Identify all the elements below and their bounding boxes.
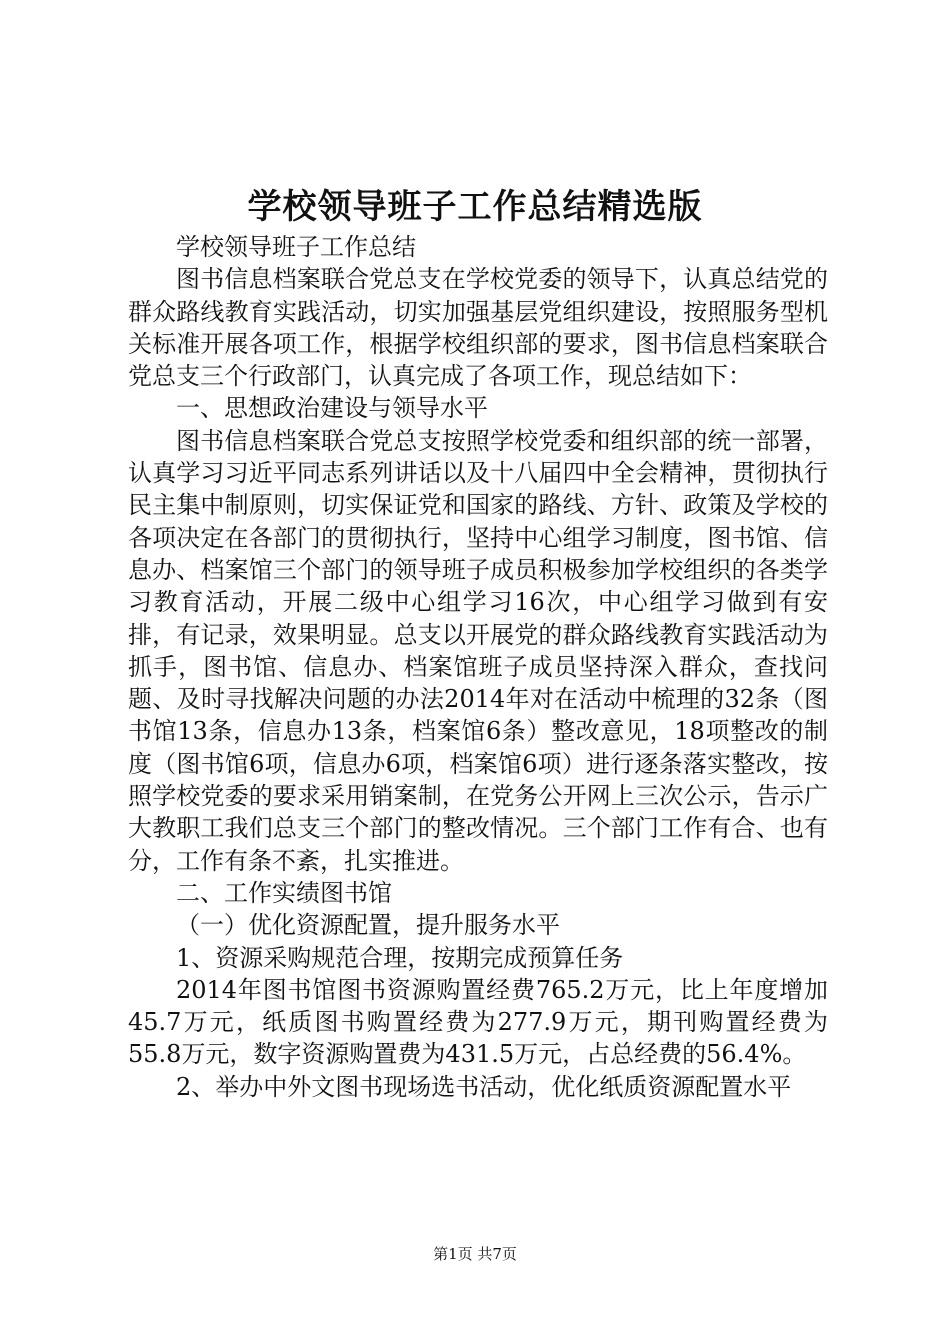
subsection-heading-resources: （一）优化资源配置，提升服务水平 bbox=[176, 911, 560, 940]
item-heading-book-selection: 2、举办中外文图书现场选书活动，优化纸质资源配置水平 bbox=[176, 1072, 792, 1101]
page-number-footer: 第1页 共7页 bbox=[433, 1245, 517, 1263]
section-heading-political: 一、思想政治建设与领导水平 bbox=[176, 394, 488, 423]
section-heading-achievements: 二、工作实绩图书馆 bbox=[176, 878, 392, 907]
body-paragraph-subtitle: 学校领导班子工作总结 bbox=[176, 233, 416, 261]
document-title: 学校领导班子工作总结精选版 bbox=[247, 187, 703, 227]
body-paragraph-intro: 图书信息档案联合党总支在学校党委的领导下，认真总结党的群众路线教育实践活动，切实加强基层党组织建设，按照服务型机关标准开展各项工作，根据学校组织部的要求，图书信息档案联合党总支三个行政部门，认真完成了各项工作，现总结如下： bbox=[128, 265, 828, 391]
item-heading-procurement: 1、资源采购规范合理，按期完成预算任务 bbox=[176, 943, 624, 972]
body-paragraph-funding: 2014年图书馆图书资源购置经费765.2万元，比上年度增加45.7万元，纸质图书购置经费为277.9万元，期刊购置经费为55.8万元，数字资源购置费为431.5万元，占总经费的56.4%。 bbox=[128, 975, 828, 1069]
document-body bbox=[128, 231, 828, 1103]
body-paragraph-political: 图书信息档案联合党总支按照学校党委和组织部的统一部署，认真学习习近平同志系列讲话以及十八届四中全会精神，贯彻执行民主集中制原则，切实保证党和国家的路线、方针、政策及学校的各项决定在各部门的贯彻执行，坚持中心组学习制度，图书馆、信息办、档案馆三个部门的领导班子成员积极参加学校组织的各类学习教育活动，开展二级中心组学习16次，中心组学习做到有安排，有记录，效果明显。总支以开展党的群众路线教育实践活动为抓手，图书馆、信息办、档案馆班子成员坚持深入群众，查找问题、及时寻找解决问题的办法2014年对在活动中梳理的32条（图书馆13条，信息办13条，档案馆6条）整改意见，18项整改的制度（图书馆6项，信息办6项，档案馆6项）进行逐条落实整改，按照学校党委的要求采用销案制，在党务公开网上三次公示，告示广大教职工我们总支三个部门的整改情况。三个部门工作有合、也有分，工作有条不紊，扎实推进。 bbox=[128, 426, 828, 875]
